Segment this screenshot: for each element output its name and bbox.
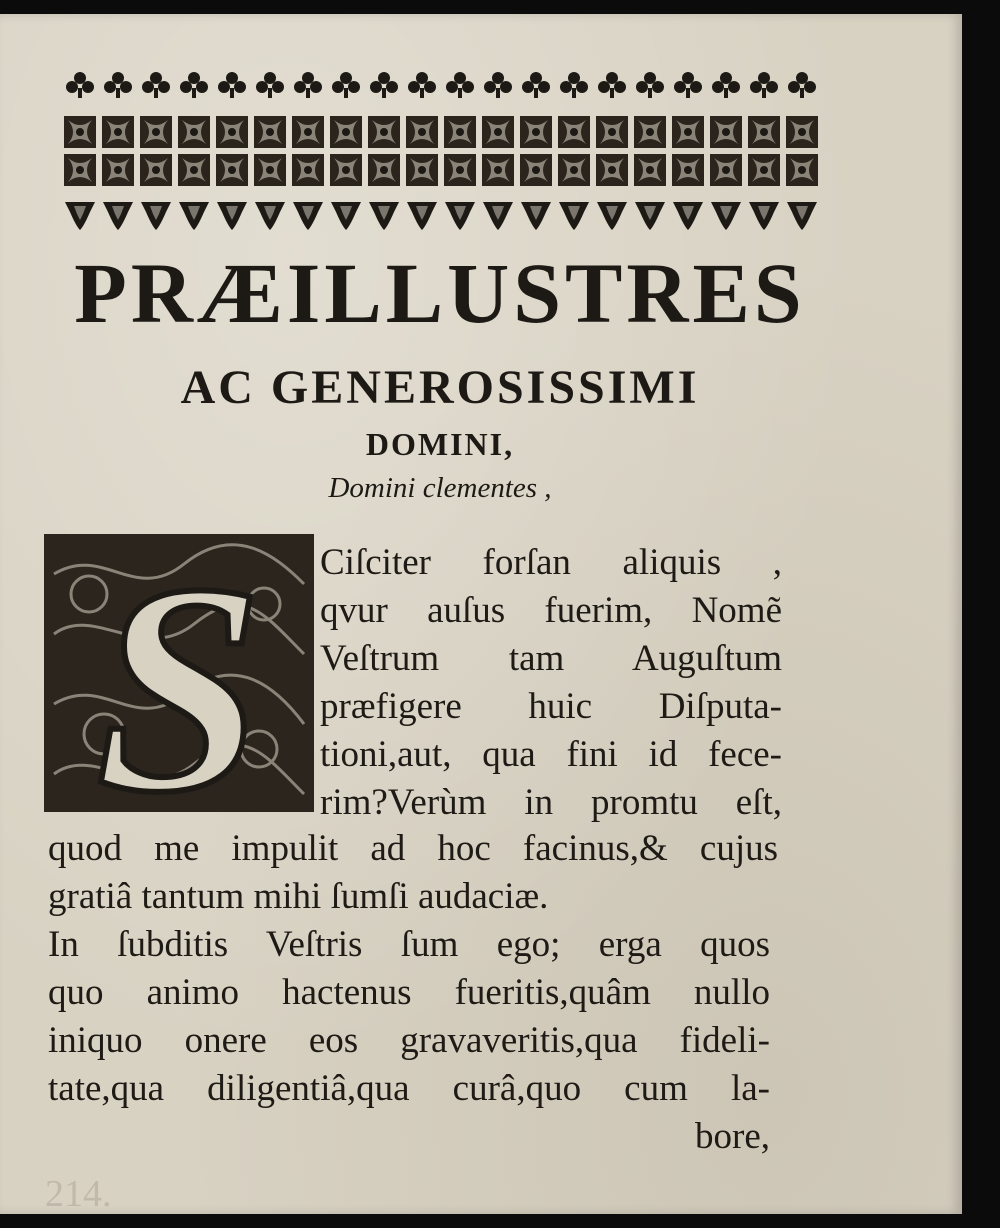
text-line: præfigere huic Diſputa-	[320, 686, 782, 727]
ornament-band-icon	[60, 62, 820, 234]
decorated-initial-s-icon	[44, 534, 314, 812]
catchword: bore,	[695, 1116, 770, 1157]
svg-text:S: S	[95, 534, 263, 812]
show-through-text: 214.	[45, 1173, 112, 1215]
text-line: Ciſciter forſan aliquis ,	[320, 542, 782, 583]
subtitle-domini-clementes: Domini clementes ,	[328, 472, 552, 504]
title-domini: DOMINI,	[365, 426, 515, 462]
text-line: qvur auſus fuerim, Nomẽ	[320, 590, 782, 631]
text-line: tate,qua diligentiâ,qua curâ,quo cum la-	[48, 1068, 770, 1109]
text-line: In ſubditis Veſtris ſum ego; erga quos	[48, 924, 770, 965]
text-line: iniquo onere eos gravaveritis,qua fideli-	[48, 1020, 770, 1061]
text-line: quod me impulit ad hoc facinus,& cujus	[48, 828, 778, 869]
text-line: rim?Verùm in promtu eſt,	[320, 782, 782, 823]
text-line: Veſtrum tam Auguſtum	[320, 638, 782, 679]
title-praeillustres: PRÆILLUSTRES	[74, 245, 806, 341]
text-line: tioni,aut, qua fini id fece-	[320, 734, 782, 775]
text-line: gratiâ tantum mihi ſumſi audaciæ.	[48, 876, 549, 917]
title-generosissimi: AC GENEROSISSIMI	[180, 361, 700, 414]
book-page	[0, 14, 962, 1214]
text-line: quo animo hactenus fueritis,quâm nullo	[48, 972, 770, 1013]
